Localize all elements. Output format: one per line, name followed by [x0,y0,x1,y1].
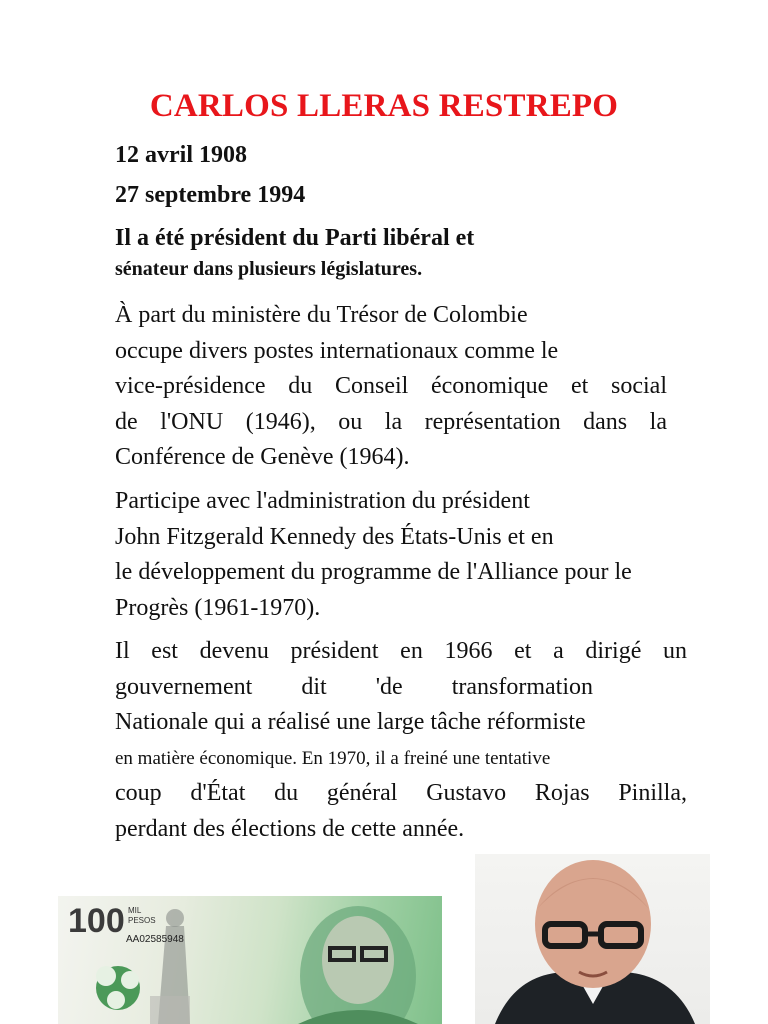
banknote-image [58,896,442,1024]
paragraph-2 [115,484,711,626]
paragraph-1-line: de l'ONU (1946), ou la représentation dans la [115,408,667,435]
paragraph-3 [115,634,687,847]
page-title: CARLOS LLERAS RESTREPO [149,88,619,124]
banknote-pesos: PESOS [128,916,156,925]
paragraph-1 [115,298,667,476]
paragraph-3-line: perdant des élections de cette année. [115,815,465,842]
paragraph-1-line: Conférence de Genève (1964). [115,444,410,470]
paragraph-3-line: Il est devenu président en 1966 et a dirigé un [115,638,687,664]
portrait-illustration [475,854,710,1024]
paragraph-2-line: le développement du programme de l'Alliance pour le [115,559,632,585]
role-line-2: sénateur dans plusieurs législatures. [115,258,423,280]
portrait-image [475,854,710,1024]
paragraph-1-line: À part du ministère du Trésor de Colombie [115,302,528,328]
paragraph-3-line: gouvernement dit 'de transformation [115,673,593,700]
banknote-serial: AA02585948 [126,934,184,945]
paragraph-3-line: coup d'État du général Gustavo Rojas Pinilla, [115,780,687,806]
paragraph-3-line: Nationale qui a réalisé une large tâche réformiste [115,709,586,735]
death-date: 27 septembre 1994 [115,182,306,208]
paragraph-2-line: John Fitzgerald Kennedy des États-Unis et en [115,523,554,550]
paragraph-2-line: Participe avec l'administration du président [115,488,530,514]
role-line-1: Il a été président du Parti libéral et [115,225,475,251]
paragraph-1-line: vice-présidence du Conseil économique et social [115,373,667,399]
paragraph-1-line: occupe divers postes internationaux comme le [115,337,559,364]
paragraph-2-line: Progrès (1961-1970). [115,594,321,621]
paragraph-3-line: en matière économique. En 1970, il a freiné une tentative [115,747,551,769]
birth-date: 12 avril 1908 [115,142,247,168]
banknote-mil: MIL [128,906,142,915]
banknote-denomination: 100 [68,902,125,940]
